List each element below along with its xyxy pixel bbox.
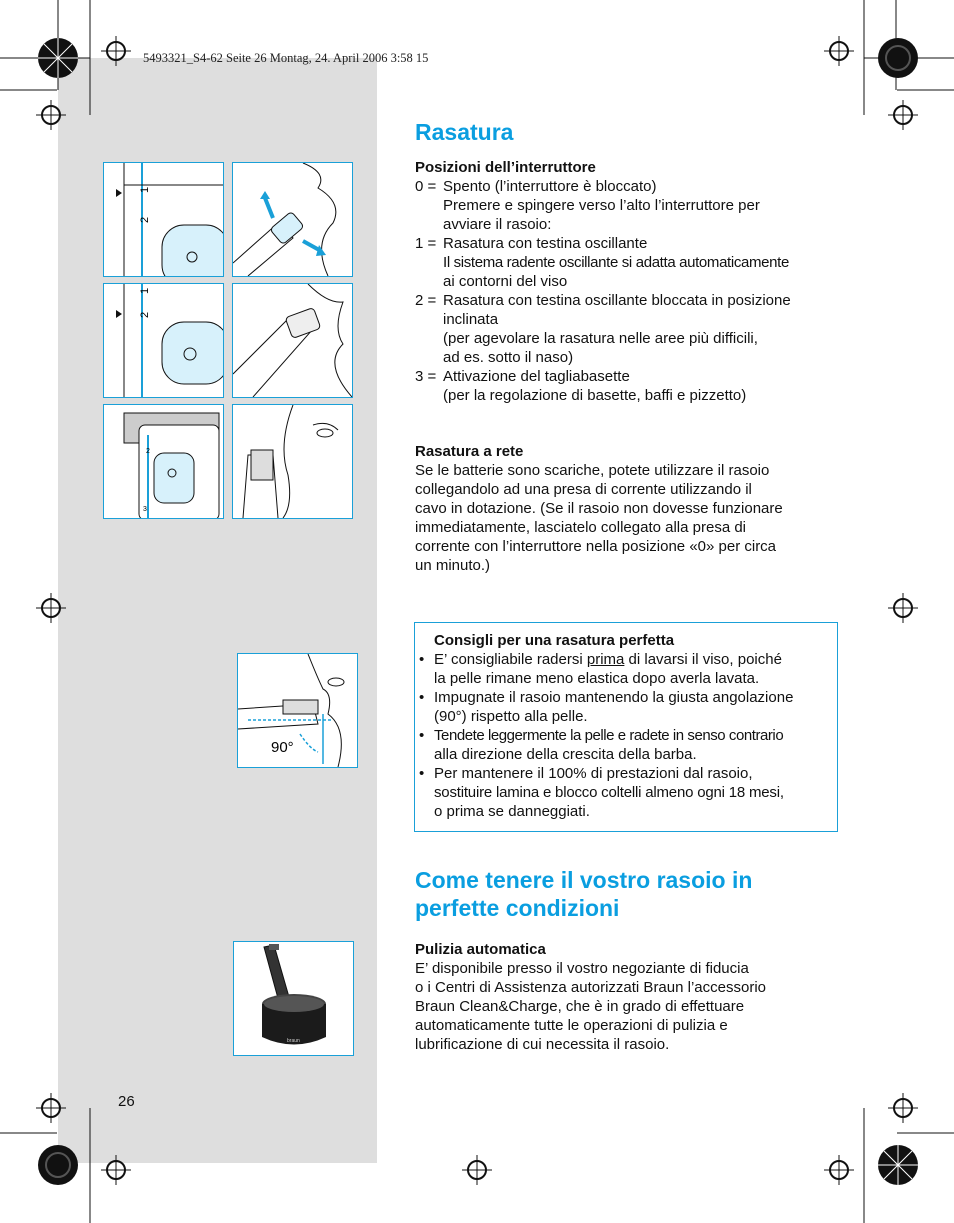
registration-target-icon: [36, 1143, 80, 1187]
figure-oscillating-head: [232, 162, 353, 277]
switch-label-small-2: 2: [146, 448, 150, 455]
switch-position-2: [415, 291, 840, 367]
tip-emphasis: prima: [586, 651, 625, 668]
crosshair-icon: [36, 100, 66, 130]
cleaning-section: [415, 940, 840, 1054]
brand-label: braun: [287, 1038, 300, 1044]
crosshair-icon: [888, 100, 918, 130]
switch-positions-heading: Posizioni dell’interruttore: [415, 159, 596, 176]
crosshair-icon: [462, 1155, 492, 1185]
bullet: •: [419, 689, 425, 706]
position-text: Spento (l’interruttore è bloccato): [443, 178, 657, 195]
switch-label-2: 2: [139, 216, 151, 223]
figure-switch-position-2: [103, 283, 224, 398]
switch-position-3: [415, 367, 840, 405]
figure-locked-head: [232, 283, 353, 398]
bullet: •: [419, 765, 425, 782]
switch-label-2: 2: [139, 311, 151, 318]
paragraph-line: Se le batterie sono scariche, potete utilizzare il rasoio: [415, 462, 770, 479]
position-detail: (per agevolare la rasatura nelle aree più difficili,: [443, 330, 758, 347]
registration-target-icon: [876, 36, 920, 80]
position-text: Rasatura con testina oscillante bloccata in posizione: [443, 292, 791, 309]
paragraph-line: automaticamente tutte le operazioni di pulizia e: [415, 1017, 728, 1034]
cleaning-heading: Pulizia automatica: [415, 941, 546, 958]
tip-text: o prima se danneggiati.: [434, 803, 590, 820]
position-detail: avviare il rasoio:: [443, 216, 552, 233]
registration-target-icon: [876, 1143, 920, 1187]
tip-text: Tendete leggermente la pelle e radete in senso contrario: [434, 727, 784, 744]
tips-title: Consigli per una rasatura perfetta: [434, 632, 675, 649]
position-detail: inclinata: [443, 311, 499, 328]
mains-shaving-heading: Rasatura a rete: [415, 443, 524, 460]
paragraph-line: o i Centri di Assistenza autorizzati Braun l’accessorio: [415, 979, 766, 996]
tip-text: sostituire lamina e blocco coltelli almeno ogni 18 mesi,: [434, 784, 784, 801]
tips-box: [414, 622, 838, 832]
position-number: 2 =: [415, 292, 437, 309]
position-detail: (per la regolazione di basette, baffi e pizzetto): [443, 387, 747, 404]
paragraph-line: un minuto.): [415, 557, 491, 574]
tip-item: [419, 726, 833, 764]
position-detail: ad es. sotto il naso): [443, 349, 574, 366]
position-text: Rasatura con testina oscillante: [443, 235, 648, 252]
position-detail: Premere e spingere verso l’alto l’interruttore per: [443, 197, 760, 214]
mains-shaving-section: [415, 442, 840, 575]
paragraph-line: cavo in dotazione. (Se il rasoio non dovesse funzionare: [415, 500, 783, 517]
paragraph-line: corrente con l’interruttore nella posizione «0» per circa: [415, 538, 777, 555]
section-title-care: [415, 866, 752, 922]
crosshair-icon: [888, 1093, 918, 1123]
switch-positions-section: [415, 158, 840, 405]
print-mark: 5493321_S4-62 Seite 26 Montag, 24. April 2006 3:58 15: [143, 51, 429, 65]
tip-item: [419, 688, 833, 726]
tip-text: E’ consigliabile radersi: [434, 651, 587, 668]
tip-text: Impugnate il rasoio mantenendo la giusta angolazione: [434, 689, 794, 706]
paragraph-line: E’ disponibile presso il vostro negoziante di fiducia: [415, 960, 749, 977]
crosshair-icon: [101, 1155, 131, 1185]
tip-text: di lavarsi il viso, poiché: [624, 651, 782, 668]
section-title-rasatura: Rasatura: [415, 119, 514, 145]
paragraph-line: Braun Clean&Charge, che è in grado di effettuare: [415, 998, 745, 1015]
crosshair-icon: [824, 36, 854, 66]
figure-clean-and-charge: [233, 941, 354, 1056]
bullet: •: [419, 727, 425, 744]
angle-label: 90°: [271, 739, 294, 756]
paragraph-line: lubrificazione di cui necessita il rasoio.: [415, 1036, 670, 1053]
tip-item: [419, 650, 833, 688]
tip-text: Per mantenere il 100% di prestazioni dal rasoio,: [434, 765, 753, 782]
position-number: 1 =: [415, 235, 437, 252]
switch-position-0: [415, 177, 840, 234]
bullet: •: [419, 651, 425, 668]
tip-item: [419, 764, 833, 821]
page-number: 26: [118, 1093, 135, 1110]
position-detail: ai contorni del viso: [443, 273, 568, 290]
tip-text: (90°) rispetto alla pelle.: [434, 708, 588, 725]
switch-label-small-3: 3: [143, 506, 147, 513]
registration-target-icon: [36, 36, 80, 80]
paragraph-line: immediatamente, lasciatelo collegato alla presa di: [415, 519, 747, 536]
figure-trimmer-use: [232, 404, 353, 519]
position-detail: Il sistema radente oscillante si adatta automaticamente: [443, 254, 789, 271]
position-number: 0 =: [415, 178, 437, 195]
crosshair-icon: [824, 1155, 854, 1185]
switch-label-1: 1: [139, 186, 151, 193]
figure-trimmer-switch: [103, 404, 224, 519]
crosshair-icon: [888, 593, 918, 623]
figure-shaving-angle: [237, 653, 358, 768]
tip-text: la pelle rimane meno elastica dopo averla lavata.: [434, 670, 760, 687]
figure-switch-position-1: [103, 162, 224, 277]
switch-label-1: 1: [139, 287, 151, 294]
care-title-line: perfette condizioni: [415, 895, 620, 921]
crosshair-icon: [101, 36, 131, 66]
tip-text: alla direzione della crescita della barba.: [434, 746, 697, 763]
position-number: 3 =: [415, 368, 437, 385]
paragraph-line: collegandolo ad una presa di corrente utilizzando il: [415, 481, 752, 498]
switch-position-1: [415, 234, 840, 291]
crosshair-icon: [36, 1093, 66, 1123]
position-text: Attivazione del tagliabasette: [443, 368, 630, 385]
care-title-line: Come tenere il vostro rasoio in: [415, 867, 753, 893]
crosshair-icon: [36, 593, 66, 623]
